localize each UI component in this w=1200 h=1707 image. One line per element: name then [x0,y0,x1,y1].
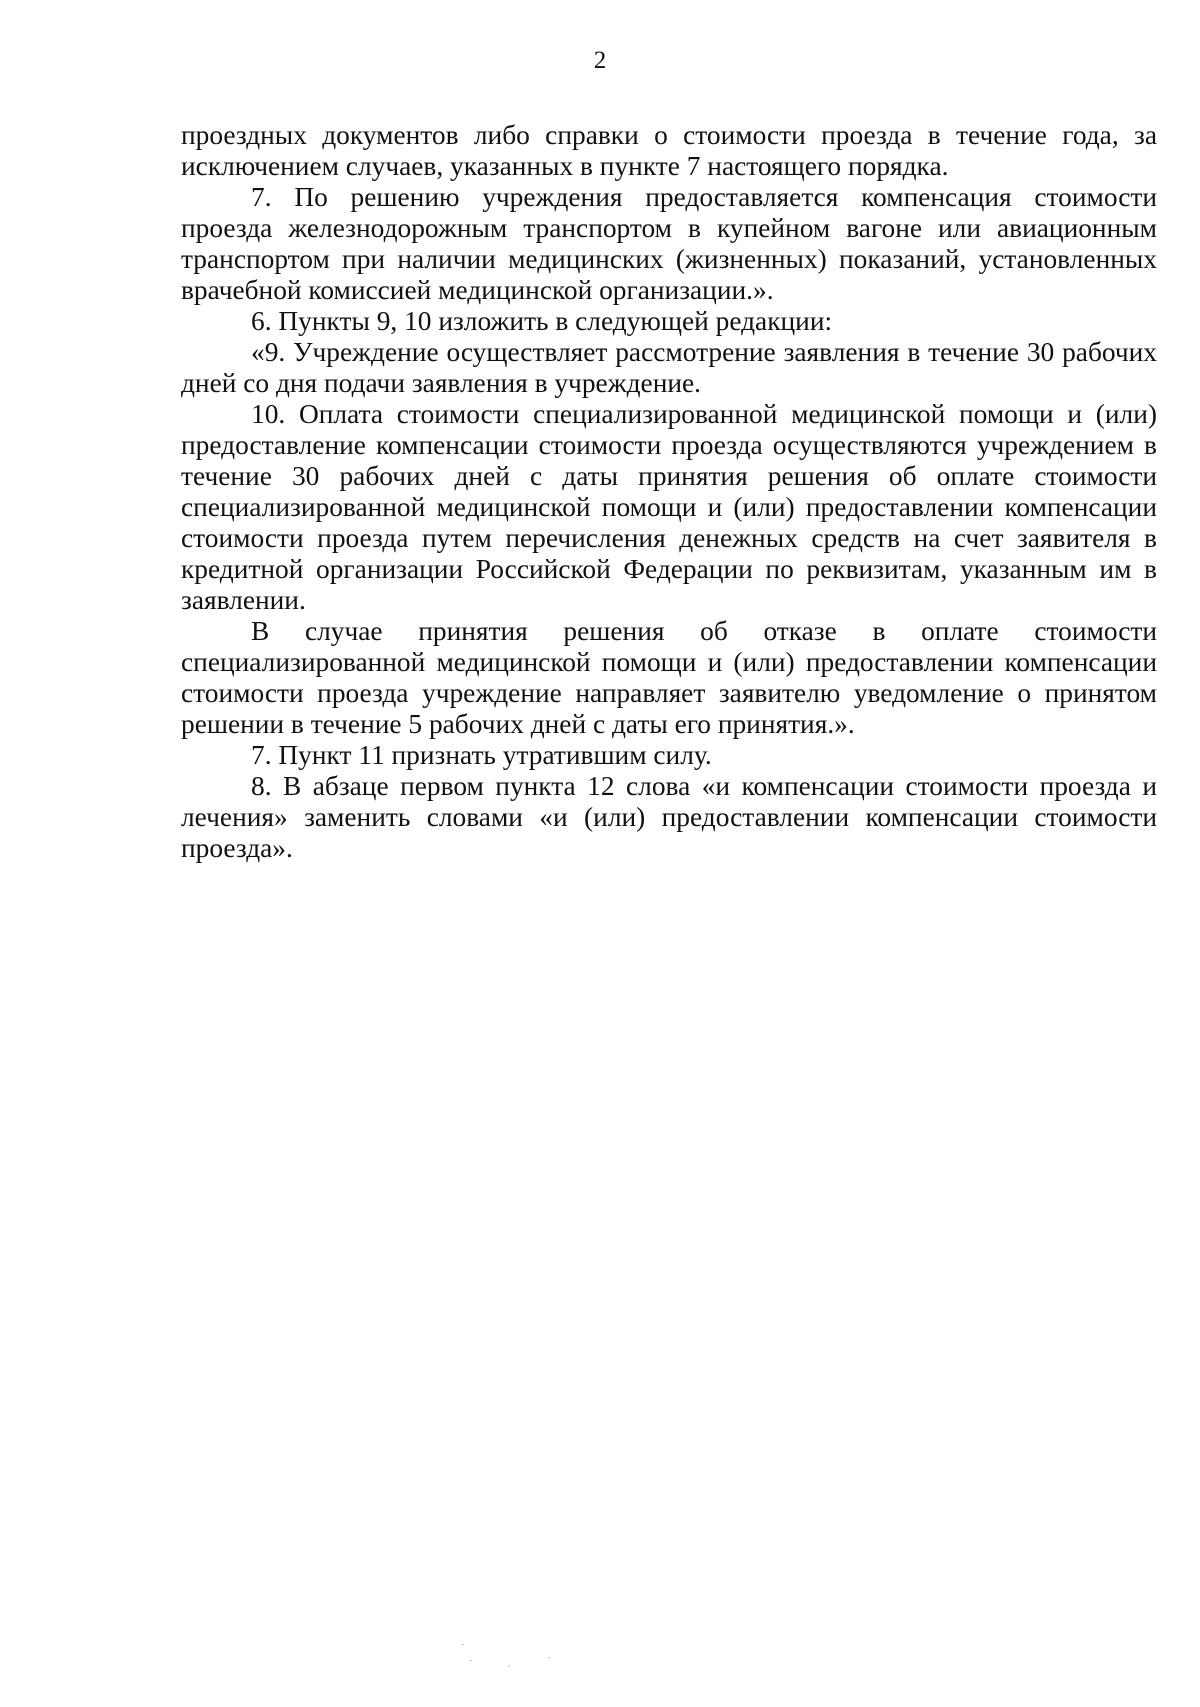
scan-speck [470,1660,472,1661]
paragraph-amendment-8: 8. В абзаце первом пункта 12 слова «и компенсации стоимости проезда и лечения» заменить словами «и (или) предоставлении компенсации стоимости проезда». [181,771,1157,863]
paragraph-amendment-7: 7. Пункт 11 признать утратившим силу. [251,740,712,770]
paragraph-amendment-6: 6. Пункты 9, 10 изложить в следующей редакции: [251,306,833,336]
page-number: 2 [593,47,607,74]
paragraph-item-9: «9. Учреждение осуществляет рассмотрение заявления в течение 30 рабочих дней со дня подачи заявления в учреждение. [181,337,1157,398]
paragraph-item-10: 10. Оплата стоимости специализированной медицинской помощи и (или) предоставление компенсации стоимости проезда осуществляются учреждением в течение 30 рабочих дней с даты принятия решения об оплате стоимости специализированной медицинской помощи и (или) предоставлении компенсации стоимости проезда путем перечисления денежных средств на счет заявителя в кредитной организации Российской Федерации по реквизитам, указанным им в заявлении. [181,399,1157,615]
paragraph-continuation: проездных документов либо справки о стоимости проезда в течение года, за исключением случаев, указанных в пункте 7 настоящего порядка. [181,120,1157,181]
scan-speck [508,1666,510,1667]
scan-speck [548,1657,550,1658]
paragraph-refusal-case: В случае принятия решения об отказе в оплате стоимости специализированной медицинской помощи и (или) предоставлении компенсации стоимости проезда учреждение направляет заявителю уведомление о принятом решении в течение 5 рабочих дней с даты его принятия.». [181,616,1157,739]
scan-speck [462,1644,464,1645]
paragraph-item-7: 7. По решению учреждения предоставляется компенсация стоимости проезда железнодорожным транспортом в купейном вагоне или авиационным транспортом при наличии медицинских (жизненных) показаний, установленных врачебной комиссией медицинской организации.». [181,182,1157,305]
document-body [181,120,1157,864]
